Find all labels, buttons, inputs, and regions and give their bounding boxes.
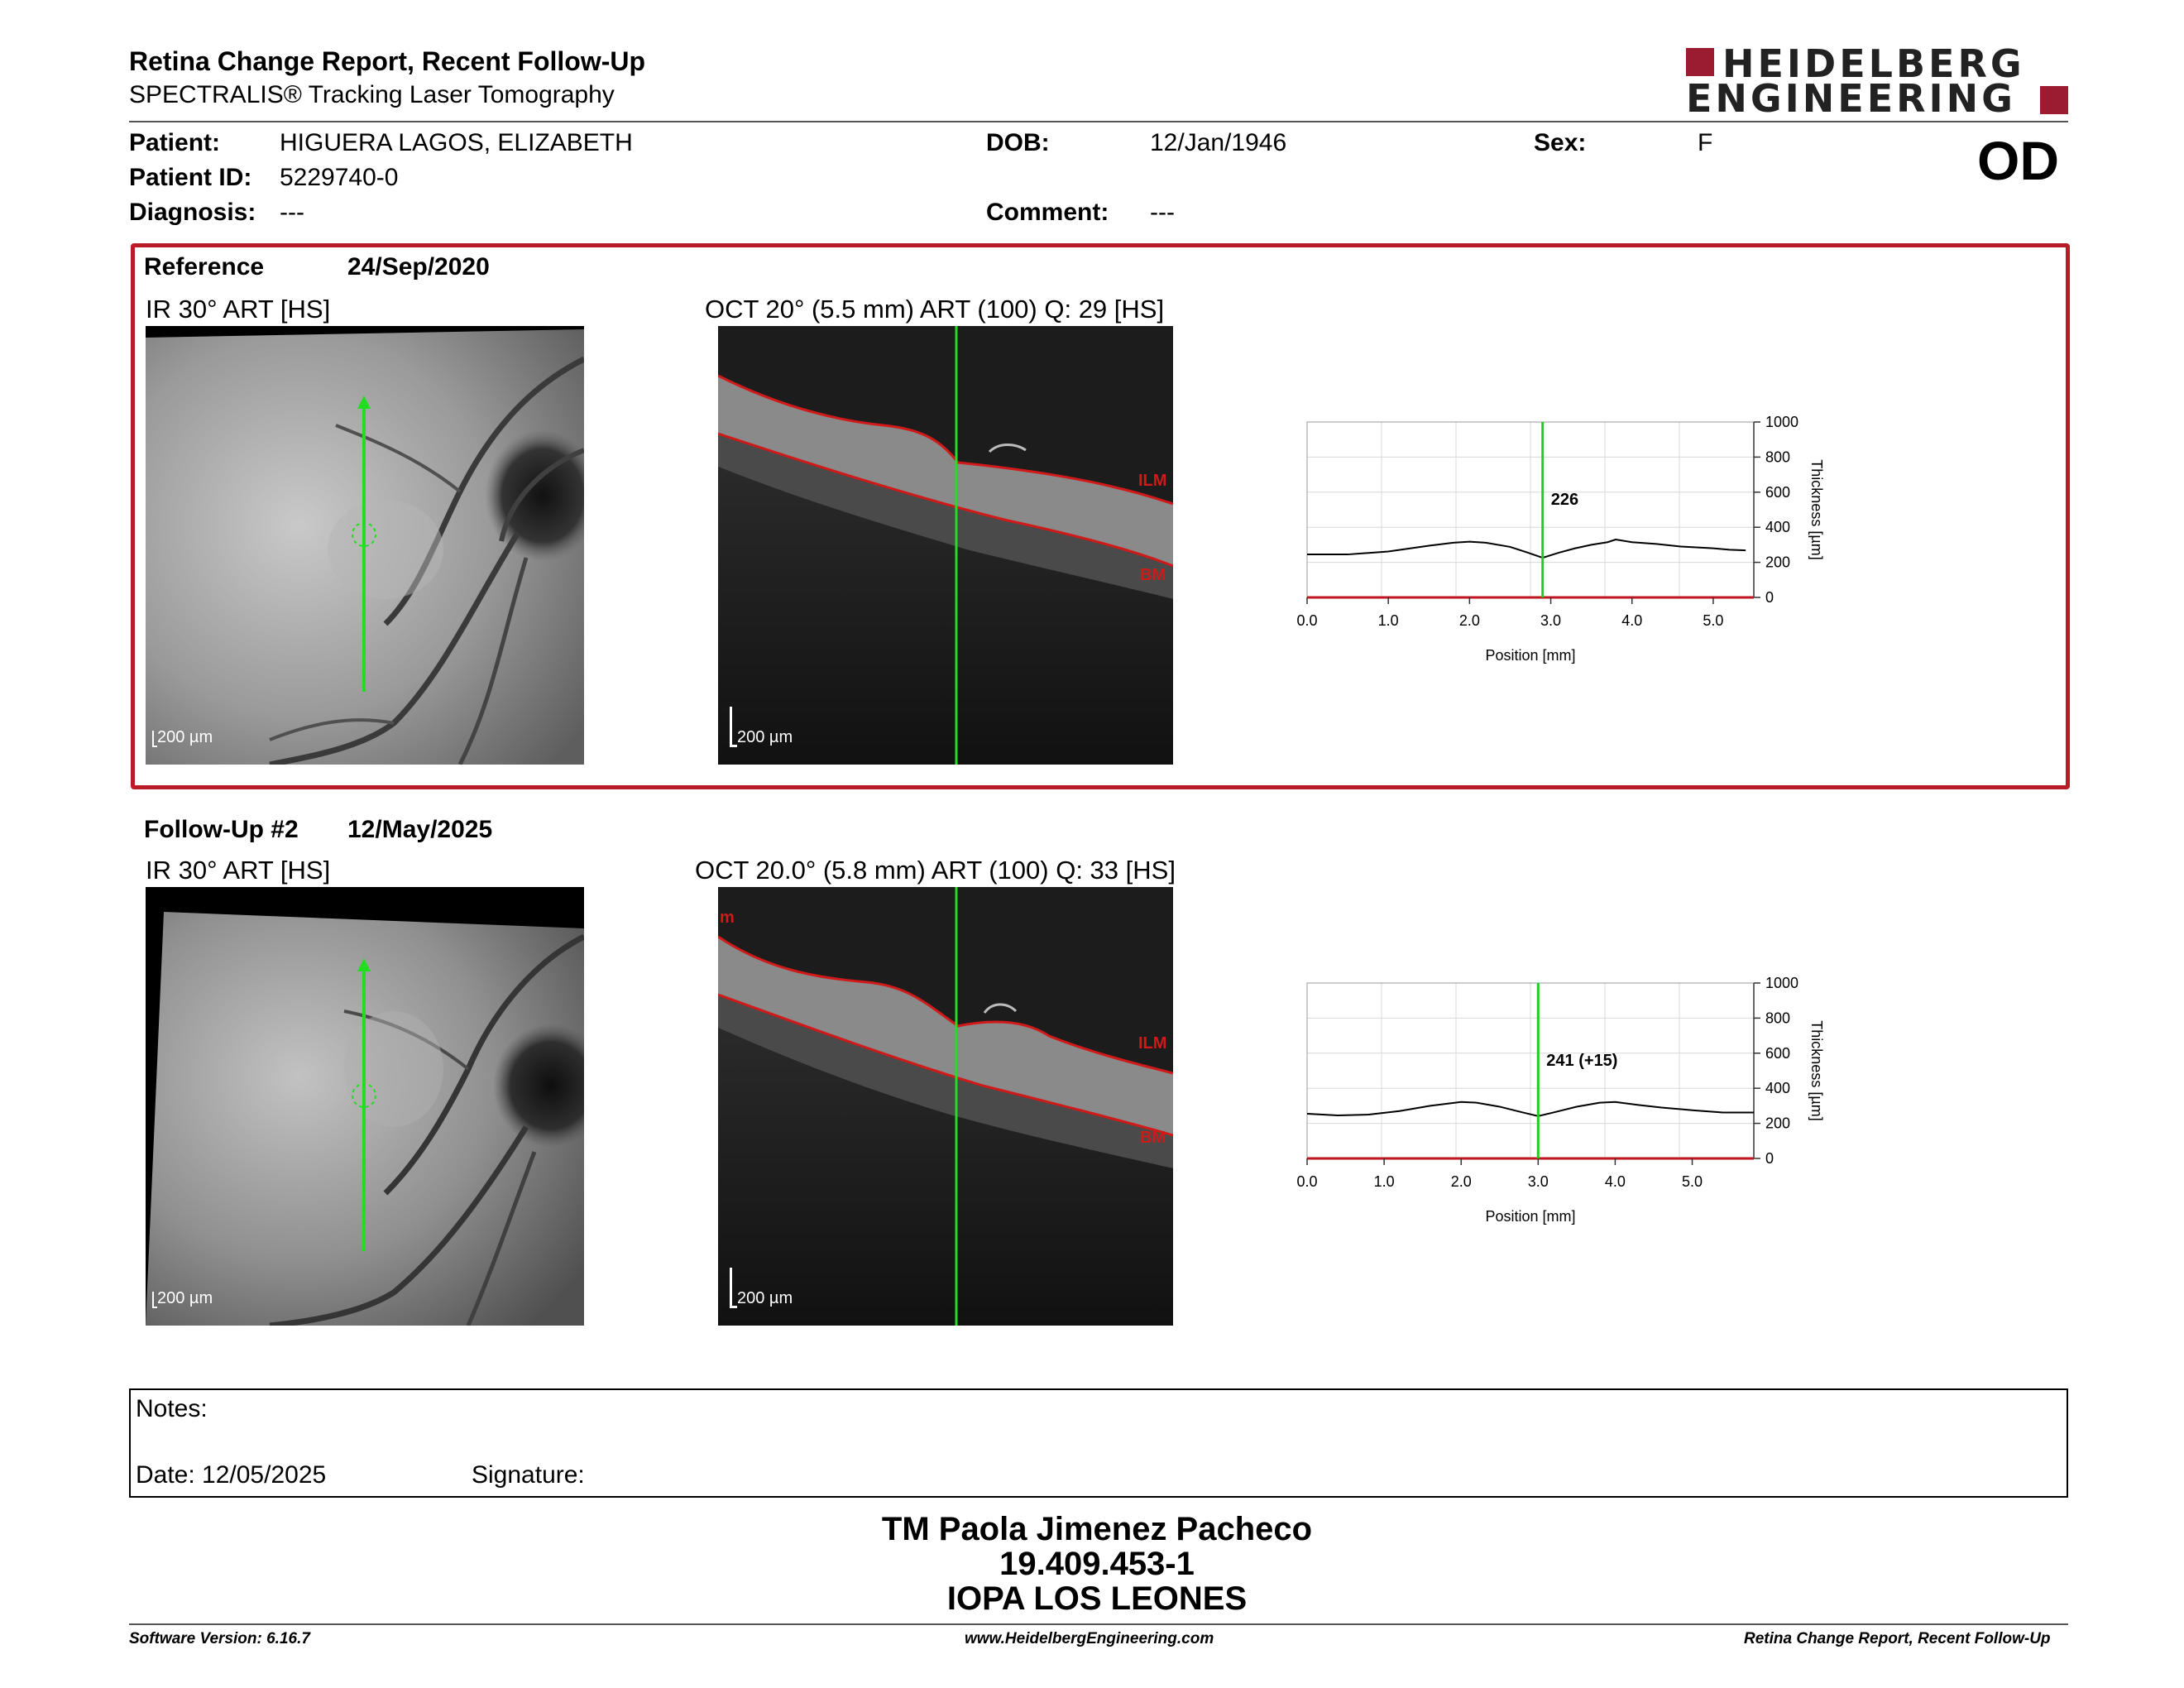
reference-date: 24/Sep/2020 — [347, 253, 490, 281]
scale-bar-icon — [730, 1268, 737, 1308]
x-tick-label: 4.0 — [1604, 1173, 1626, 1190]
y-tick-label: 0 — [1765, 589, 1774, 606]
dob-label: DOB: — [986, 129, 1050, 156]
followup-label: Follow-Up #2 — [144, 816, 299, 843]
reference-oct-caption: OCT 20° (5.5 mm) ART (100) Q: 29 [HS] — [705, 295, 1165, 324]
y-tick-label: 600 — [1765, 483, 1791, 501]
x-tick-label: 2.0 — [1458, 612, 1480, 629]
sex-value: F — [1698, 129, 1713, 156]
reference-ir-graphic — [146, 326, 584, 765]
reference-oct-image[interactable] — [718, 326, 1173, 765]
reference-bm-label: BM — [1140, 566, 1166, 584]
logo-line-1: HEIDELBERG — [1722, 41, 2025, 86]
y-tick-label: 200 — [1765, 554, 1791, 571]
logo-square-bottom — [2040, 86, 2068, 114]
report-title: Retina Change Report, Recent Follow-Up — [129, 46, 646, 76]
logo-square-top — [1686, 48, 1714, 76]
marker-value-label: 241 (+15) — [1546, 1052, 1618, 1070]
footer-divider — [129, 1623, 2068, 1625]
signer-rut: 19.409.453-1 — [999, 1546, 1195, 1582]
comment-value: --- — [1150, 199, 1175, 226]
notes-box[interactable] — [129, 1388, 2068, 1498]
followup-ir-scale-text: 200 µm — [157, 1289, 213, 1307]
x-tick-label: 3.0 — [1527, 1173, 1549, 1190]
date-field: Date: 12/05/2025 — [136, 1461, 327, 1489]
comment-label: Comment: — [986, 199, 1109, 226]
reference-thickness-svg — [1291, 405, 1837, 670]
followup-thickness-svg — [1291, 966, 1837, 1231]
patient-name: HIGUERA LAGOS, ELIZABETH — [280, 129, 633, 156]
reference-thickness-chart — [1291, 405, 1837, 670]
x-tick-label: 2.0 — [1450, 1173, 1472, 1190]
scale-bar-icon — [730, 707, 737, 747]
y-tick-label: 800 — [1765, 448, 1791, 466]
thickness-profile-line — [1307, 539, 1746, 558]
diagnosis-label: Diagnosis: — [129, 199, 256, 226]
website-link[interactable]: www.HeidelbergEngineering.com — [965, 1630, 1214, 1647]
y-tick-label: 400 — [1765, 519, 1791, 536]
y-tick-label: 400 — [1765, 1080, 1791, 1097]
diagnosis-value: --- — [280, 199, 304, 226]
reference-oct-graphic — [718, 326, 1173, 765]
report-subtitle: SPECTRALIS® Tracking Laser Tomography — [129, 81, 615, 108]
signer-name: TM Paola Jimenez Pacheco — [881, 1511, 1313, 1547]
reference-ir-scale-text: 200 µm — [157, 728, 213, 746]
y-tick-label: 1000 — [1765, 975, 1799, 991]
x-tick-label: 1.0 — [1377, 612, 1399, 629]
followup-ilm-label: ILM — [1138, 1034, 1167, 1053]
followup-oct-scale-text: 200 µm — [737, 1289, 793, 1307]
footer-report-name: Retina Change Report, Recent Follow-Up — [1744, 1630, 2051, 1647]
x-axis-label: Position [mm] — [1485, 647, 1576, 664]
followup-oct-graphic — [718, 887, 1173, 1326]
reference-ir-caption: IR 30° ART [HS] — [146, 295, 331, 324]
y-tick-label: 200 — [1765, 1115, 1791, 1132]
x-tick-label: 0.0 — [1296, 1173, 1318, 1190]
logo-line-2: ENGINEERING — [1686, 76, 2016, 121]
sex-label: Sex: — [1534, 129, 1587, 156]
y-axis-label: Thickness [µm] — [1808, 459, 1825, 560]
reference-label: Reference — [144, 253, 265, 281]
patient-id-label: Patient ID: — [129, 164, 252, 191]
signature-field: Signature: — [472, 1461, 585, 1489]
notes-label: Notes: — [136, 1395, 208, 1422]
marker-value-label: 226 — [1550, 491, 1579, 509]
y-tick-label: 0 — [1765, 1150, 1774, 1167]
header-divider — [129, 121, 2068, 122]
y-tick-label: 1000 — [1765, 414, 1799, 430]
x-tick-label: 5.0 — [1682, 1173, 1703, 1190]
reference-oct-scale — [730, 707, 793, 747]
y-axis-label: Thickness [µm] — [1808, 1020, 1825, 1121]
patient-label: Patient: — [129, 129, 221, 156]
reference-ir-image[interactable] — [146, 326, 584, 765]
followup-ir-scale — [152, 1289, 213, 1308]
followup-thickness-chart — [1291, 966, 1837, 1231]
y-tick-label: 600 — [1765, 1044, 1791, 1062]
reference-oct-scale-text: 200 µm — [737, 728, 793, 746]
followup-bm-label: BM — [1140, 1129, 1166, 1147]
x-axis-label: Position [mm] — [1485, 1208, 1576, 1225]
dob-value: 12/Jan/1946 — [1150, 129, 1287, 156]
followup-ir-image[interactable] — [146, 887, 584, 1326]
followup-ir-graphic — [146, 887, 584, 1326]
reference-ilm-label: ILM — [1138, 472, 1167, 490]
followup-ir-caption: IR 30° ART [HS] — [146, 856, 331, 885]
x-tick-label: 0.0 — [1296, 612, 1318, 629]
eye-label: OD — [1977, 130, 2059, 191]
signer-institution: IOPA LOS LEONES — [946, 1580, 1248, 1617]
patient-id: 5229740-0 — [280, 164, 399, 191]
followup-oct-scale — [730, 1268, 793, 1308]
x-tick-label: 1.0 — [1373, 1173, 1395, 1190]
followup-oct-caption: OCT 20.0° (5.8 mm) ART (100) Q: 33 [HS] — [695, 856, 1176, 885]
x-tick-label: 5.0 — [1703, 612, 1724, 629]
reference-ir-scale — [152, 728, 213, 747]
x-tick-label: 3.0 — [1540, 612, 1562, 629]
y-tick-label: 800 — [1765, 1009, 1791, 1027]
heidelberg-logo — [1686, 41, 2068, 121]
x-tick-label: 4.0 — [1621, 612, 1643, 629]
followup-date: 12/May/2025 — [347, 816, 493, 843]
software-version: Software Version: 6.16.7 — [129, 1630, 310, 1647]
followup-edge-mark: m — [720, 909, 735, 927]
followup-oct-image[interactable] — [718, 887, 1173, 1326]
